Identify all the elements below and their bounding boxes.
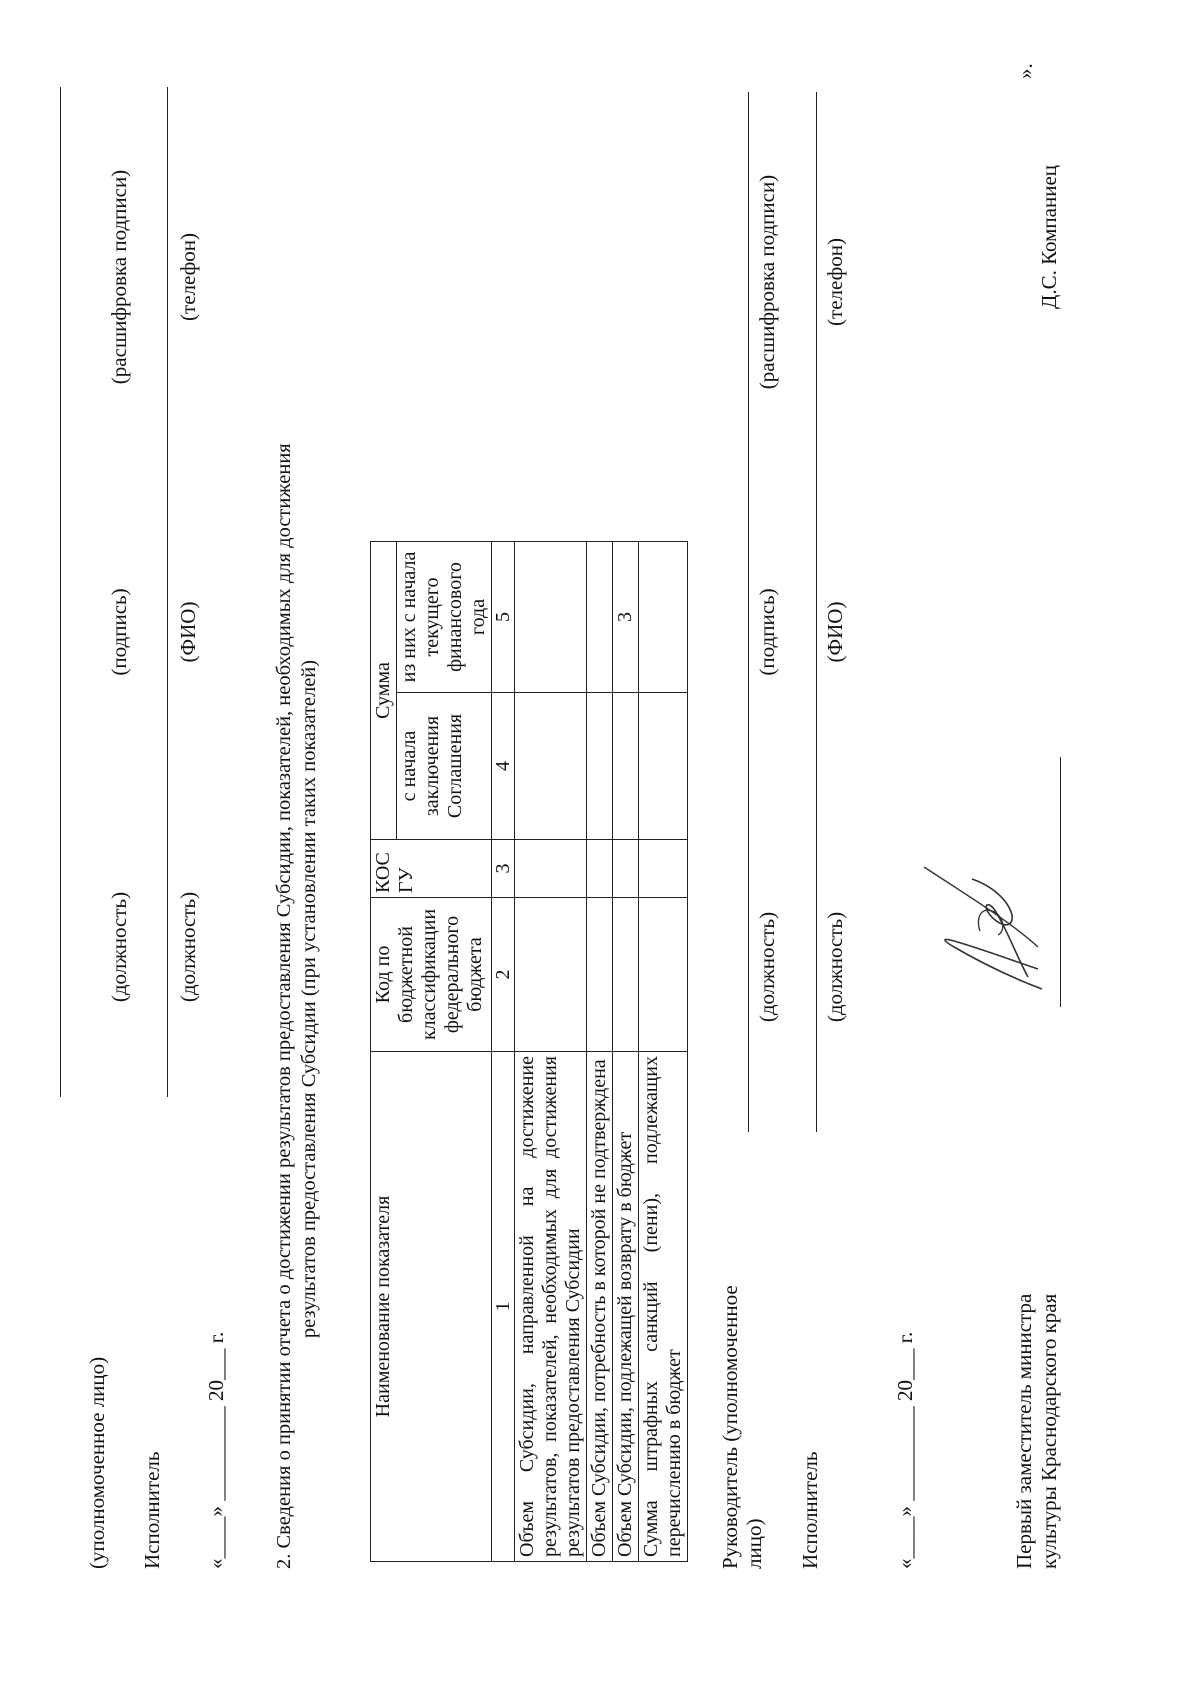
row-sum-start	[613, 693, 639, 840]
row-sum-year: 3	[613, 541, 639, 692]
col-number: 2	[492, 898, 515, 1052]
header-sum-year: из них с начала текущего финансового года	[397, 541, 492, 692]
signature-line	[1060, 757, 1061, 1007]
executor-line-b	[816, 92, 817, 1132]
caption-fio: (ФИО)	[176, 601, 200, 663]
caption-phone: (телефон)	[176, 233, 200, 321]
top-line	[60, 87, 61, 1097]
table-row	[639, 541, 688, 1561]
executor-label-b: Исполнитель	[798, 1451, 822, 1569]
row-name: Объем Субсидии, подлежащей возврату в бюджет	[613, 1052, 639, 1562]
signer-title-line2: культуры Краснодарского края	[1037, 1293, 1061, 1569]
caption-signature-decoding-b: (расшифровка подписи)	[755, 174, 779, 390]
col-number: 4	[492, 693, 515, 840]
table-row	[613, 541, 639, 1561]
col-number: 1	[492, 1052, 515, 1562]
head-line	[748, 92, 749, 1132]
row-name: Сумма штрафных санкций (пени), подлежащих перечислению в бюджет	[639, 1052, 688, 1562]
caption-position-b: (должность)	[755, 911, 779, 1023]
row-code	[639, 898, 688, 1052]
row-sum-start	[587, 693, 613, 840]
row-name: Объем Субсидии, направленной на достижение результатов, показателей, необходимых для достижения результатов предоставления Субсидии	[515, 1052, 587, 1562]
closing-quote: ».	[1013, 63, 1037, 79]
table-row	[515, 541, 587, 1561]
row-code	[515, 898, 587, 1052]
table-row	[587, 541, 613, 1561]
report-table	[370, 541, 688, 1562]
row-kosgu	[639, 840, 688, 898]
head-label: Руководитель (уполномоченное лицо)	[718, 1285, 766, 1569]
col-number: 5	[492, 541, 515, 692]
col-number: 3	[492, 840, 515, 898]
date-line: «____» _________ 20___ г.	[204, 1331, 228, 1569]
executor-line	[167, 87, 168, 1097]
row-code	[587, 898, 613, 1052]
row-sum-year	[515, 541, 587, 692]
row-sum-year	[587, 541, 613, 692]
row-kosgu	[587, 840, 613, 898]
section-heading-line2: результатов предоставления Субсидии (при установлении таких показателей)	[298, 659, 320, 1339]
authorized-person-label: (уполномоченное лицо)	[85, 1356, 109, 1569]
row-sum-start	[639, 693, 688, 840]
table-number-row	[492, 541, 515, 1561]
row-code	[613, 898, 639, 1052]
executor-label: Исполнитель	[140, 1451, 164, 1569]
row-name: Объем Субсидии, потребность в которой не подтверждена	[587, 1052, 613, 1562]
caption-phone-b: (телефон)	[823, 238, 847, 326]
header-code: Код по бюджетной классификации федерального бюджета	[371, 898, 492, 1052]
caption-signature: (подпись)	[107, 588, 131, 676]
header-sum: Сумма	[371, 541, 397, 839]
caption-position-2: (должность)	[176, 891, 200, 1003]
row-sum-year	[639, 541, 688, 692]
row-kosgu	[515, 840, 587, 898]
row-sum-start	[515, 693, 587, 840]
caption-position: (должность)	[107, 891, 131, 1003]
signer-name: Д.С. Компаниец	[1037, 164, 1061, 309]
caption-signature-b: (подпись)	[755, 588, 779, 676]
signer-title-line1: Первый заместитель министра	[1012, 1293, 1036, 1569]
caption-signature-decoding: (расшифровка подписи)	[107, 169, 131, 385]
caption-fio-b: (ФИО)	[823, 601, 847, 663]
handwritten-signature	[910, 857, 1060, 1007]
caption-position-2-b: (должность)	[823, 911, 847, 1023]
header-kosgu: КОС ГУ	[371, 840, 492, 898]
header-sum-start: с начала заключения Соглашения	[397, 693, 492, 840]
date-line-b: «____» _________ 20___ г.	[893, 1331, 917, 1569]
row-kosgu	[613, 840, 639, 898]
header-name: Наименование показателя	[371, 1052, 492, 1562]
section-heading-line1: 2. Сведения о принятии отчета о достижении результатов предоставления Субсидии, показателей, необходимых для достижения	[273, 443, 295, 1569]
table-header-row-1	[371, 541, 397, 1561]
